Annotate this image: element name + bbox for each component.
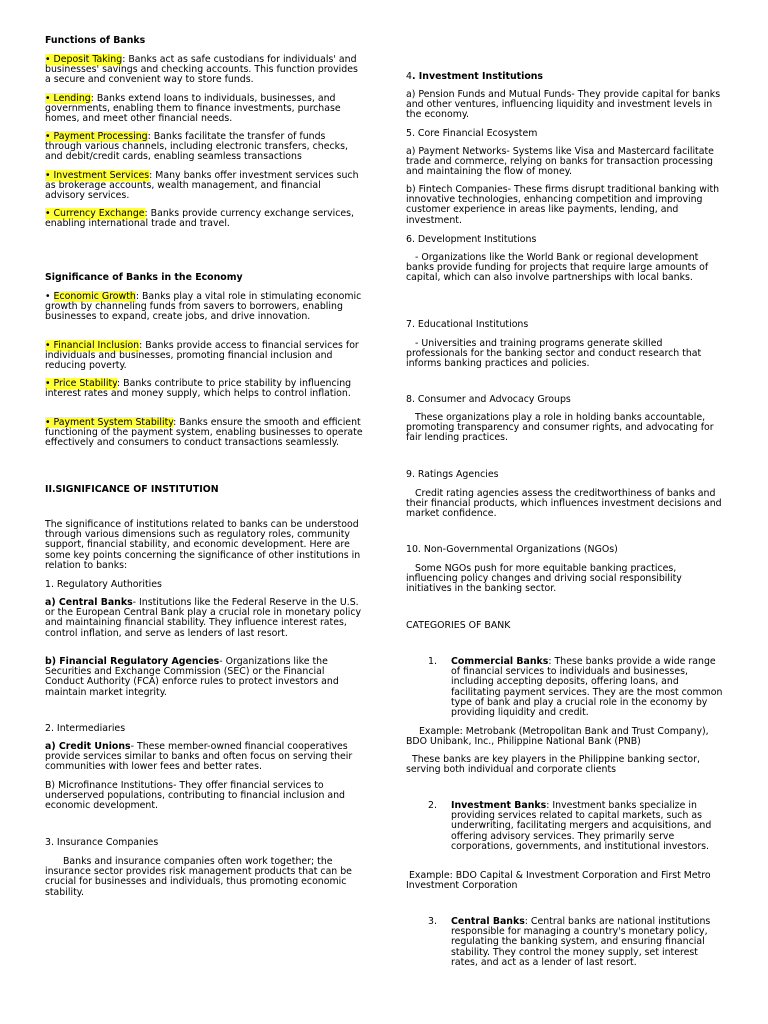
significance-text: : Banks play a vital role in stimulating economic growth by channeling funds from savers to borrowers, enabling businesses to expand, create jobs, and drive innovation. (45, 291, 362, 323)
function-text: : Banks act as safe custodians for individuals' and businesses' savings and checking accounts. This function provides a secure and convenient way to store funds. (45, 54, 358, 86)
central-banks-paragraph (45, 598, 363, 639)
ngo-heading: 10. Non-Governmental Organizations (NGOs) (406, 544, 618, 555)
category-item-central (406, 917, 726, 977)
regulatory-agencies-term: b) Financial Regulatory Agencies (45, 656, 220, 667)
category-description: : These banks provide a wide range of financial services to individuals and businesses, including accepting deposits, offering loans, and facilitating payment services. They are the most common type of bank and play a crucial role in the economy by providing liquidity and credit. (451, 656, 723, 719)
functions-title: Functions of Banks (45, 35, 146, 46)
central-banks-term: a) Central Banks (45, 597, 133, 608)
regulatory-agencies-paragraph (45, 657, 363, 698)
development-paragraph: - Organizations like the World Bank or regional development banks provide funding for projects that require large amounts of capital, which can also involve partnerships with local banks. (406, 252, 709, 284)
significance-item (45, 379, 363, 399)
significance-item (45, 341, 363, 372)
significance-term: • Price Stability (45, 378, 118, 389)
education-heading: 7. Educational Institutions (406, 319, 529, 330)
function-term: • Payment Processing (45, 131, 148, 142)
central-banks-text: - Institutions like the Federal Reserve in the U.S. or the European Central Bank play a crucial role in monetary policy and maintaining financial stability. They influence interest rates, control inflation, and serve as lenders of last resort. (45, 597, 362, 639)
function-term: • Deposit Taking (45, 54, 123, 65)
consumer-heading: 8. Consumer and Advocacy Groups (406, 394, 571, 405)
list-number: 1. (428, 656, 437, 667)
ngo-paragraph: Some NGOs push for more equitable banking practices, influencing policy changes and driving social responsibility initiatives in the banking sector. (406, 563, 682, 595)
category-item-commercial (406, 657, 726, 717)
function-item (45, 55, 363, 86)
category-description: : Central banks are national institutions responsible for managing a country's monetary policy, regulating the banking system, and ensuring financial stability. They control the money supply, set interest rates, and act as a lender of last resort. (451, 916, 711, 968)
function-item (45, 132, 363, 163)
payment-networks-paragraph: a) Payment Networks- Systems like Visa and Mastercard facilitate trade and commerce, relying on banks for transaction processing and maintaining the flow of money. (406, 146, 714, 178)
significance-title: Significance of Banks in the Economy (45, 272, 243, 283)
regulatory-heading: 1. Regulatory Authorities (45, 579, 162, 590)
category-term: Investment Banks (451, 800, 547, 811)
development-heading: 6. Development Institutions (406, 234, 537, 245)
significance-term: Economic Growth (53, 291, 136, 302)
function-term: • Investment Services (45, 170, 150, 181)
function-text: : Banks provide currency exchange services, enabling international trade and travel. (45, 208, 355, 230)
list-number: 2. (428, 800, 437, 811)
credit-unions-paragraph (45, 742, 363, 773)
ratings-heading: 9. Ratings Agencies (406, 469, 499, 480)
categories-heading: CATEGORIES OF BANK (406, 620, 511, 631)
category-text (451, 917, 726, 968)
function-item (45, 171, 363, 202)
list-number: 3. (428, 916, 437, 927)
fintech-paragraph: b) Fintech Companies- These firms disrupt traditional banking with innovative technologies, enhancing competition and improving customer experience in areas like payments, lending, and investment. (406, 184, 720, 226)
commercial-note: These banks are key players in the Philippine banking sector, serving both individual and corporate clients (406, 754, 700, 776)
function-term: • Currency Exchange (45, 208, 145, 219)
significance-item (45, 292, 363, 323)
section2-intro: The significance of institutions related to banks can be understood through various dimensions such as regulatory roles, community support, financial stability, and economic development. Here are some key points concerning the significance of other institutions in relation to banks: (45, 519, 361, 571)
function-item (45, 209, 363, 229)
consumer-paragraph: These organizations play a role in holding banks accountable, promoting transparency and consumer rights, and advocating for fair lending practices. (406, 412, 714, 444)
intermediaries-heading: 2. Intermediaries (45, 723, 126, 734)
microfinance-paragraph: B) Microfinance Institutions- They offer financial services to underserved populations, contributing to financial inclusion and economic development. (45, 780, 345, 812)
credit-unions-text: - These member-owned financial cooperatives provide services similar to banks and often focus on serving their communities with lower fees and better rates. (45, 741, 353, 773)
function-text: : Banks facilitate the transfer of funds through various channels, including electronic transfers, checks, and debit/credit cards, enabling seamless transactions (45, 131, 348, 163)
category-term: Central Banks (451, 916, 525, 927)
category-text (451, 801, 726, 852)
investment-institutions-heading (406, 72, 726, 82)
category-item-investment (406, 801, 726, 861)
significance-item (45, 418, 363, 449)
category-description: : Investment banks specialize in providing services related to capital markets, such as underwriting, facilitating mergers and acquisitions, and offering advisory services. They primarily serve corporations, governments, and institutional investors. (451, 800, 712, 852)
core-ecosystem-heading: 5. Core Financial Ecosystem (406, 128, 538, 139)
section2-title: II.SIGNIFICANCE OF INSTITUTION (45, 484, 219, 495)
regulatory-agencies-text: - Organizations like the Securities and Exchange Commission (SEC) or the Financial Conduct Authority (FCA) enforce rules to protect investors and maintain market integrity. (45, 656, 339, 698)
category-term: Commercial Banks (451, 656, 549, 667)
significance-term: • Payment System Stability (45, 417, 174, 428)
insurance-heading: 3. Insurance Companies (45, 837, 159, 848)
insurance-paragraph: Banks and insurance companies often work together; the insurance sector provides risk management products that can be crucial for businesses and individuals, thus promoting economic stability. (45, 856, 352, 898)
education-paragraph: - Universities and training programs generate skilled professionals for the banking sector and conduct research that informs banking practices and policies. (406, 338, 702, 370)
function-text: : Banks extend loans to individuals, businesses, and governments, enabling them to finance investments, purchase homes, and meet other financial needs. (45, 93, 341, 125)
significance-term: • Financial Inclusion (45, 340, 140, 351)
significance-text: : Banks contribute to price stability by influencing interest rates and money supply, which helps to control inflation. (45, 378, 352, 400)
investment-example: Example: BDO Capital & Investment Corporation and First Metro Investment Corporation (406, 870, 711, 892)
section-number: 4 (406, 71, 412, 82)
function-text: : Many banks offer investment services such as brokerage accounts, wealth management, and financial advisory services. (45, 170, 359, 202)
section-title: . Investment Institutions (411, 71, 544, 82)
function-item (45, 94, 363, 125)
function-term: • Lending (45, 93, 91, 104)
bullet: • (45, 291, 54, 302)
pension-funds-paragraph: a) Pension Funds and Mutual Funds- They provide capital for banks and other ventures, influencing liquidity and investment levels in the economy. (406, 89, 721, 121)
significance-text: : Banks provide access to financial services for individuals and businesses, promoting financial inclusion and reducing poverty. (45, 340, 359, 372)
significance-text: : Banks ensure the smooth and efficient functioning of the payment system, enabling businesses to operate effectively and consumers to conduct transactions seamlessly. (45, 417, 363, 449)
commercial-example: Example: Metrobank (Metropolitan Bank and Trust Company), BDO Unibank, Inc., Philippine National Bank (PNB) (406, 726, 709, 748)
ratings-paragraph: Credit rating agencies assess the creditworthiness of banks and their financial products, which influences investment decisions and market confidence. (406, 488, 722, 520)
credit-unions-term: a) Credit Unions (45, 741, 131, 752)
category-text (451, 657, 726, 718)
